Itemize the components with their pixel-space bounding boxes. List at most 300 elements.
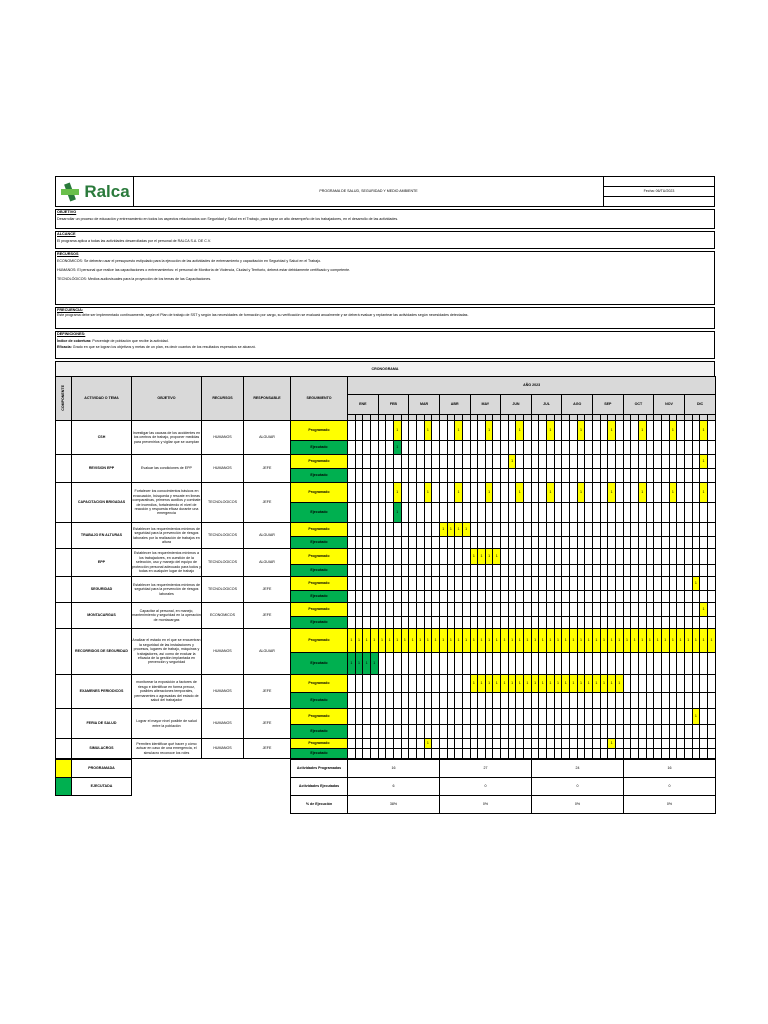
week-cell: [416, 549, 424, 565]
week-cell: [378, 617, 386, 629]
week-cell: [700, 441, 708, 455]
week-cell: [707, 483, 715, 503]
week-cell: [570, 565, 578, 577]
activity-name: FERIA DE SALUD: [72, 709, 132, 739]
week-cell: [593, 549, 601, 565]
week-cell: [348, 693, 356, 709]
week-cell: [386, 523, 394, 537]
week-cell: [554, 483, 562, 503]
week-cell: [493, 441, 501, 455]
activity-objective: Establecer los requerimientos mínimos de seguridad para la prevención de riesgos laborales: [132, 577, 202, 603]
week-cell: [654, 455, 662, 469]
week-cell: [608, 441, 616, 455]
week-cell: [562, 749, 570, 759]
week-cell: [393, 693, 401, 709]
week-cell: [593, 653, 601, 675]
week-cell: [608, 749, 616, 759]
week-cell: [516, 469, 524, 483]
month-header-ago: AGO: [562, 395, 593, 415]
week-cell: [470, 709, 478, 725]
summary-value: 6: [348, 778, 440, 796]
week-cell: [577, 693, 585, 709]
week-cell: [409, 739, 417, 749]
activity-responsible: ALGUIAR: [244, 523, 291, 549]
programmed-week-cell: 1: [554, 629, 562, 653]
week-cell: [401, 725, 409, 739]
activity-resources: TECNOLOGICOS: [202, 549, 244, 577]
programmed-week-cell: 1: [547, 483, 555, 503]
week-cell: [370, 709, 378, 725]
week-cell: [615, 565, 623, 577]
ejecutado-label: Ejecutado: [291, 537, 348, 549]
programmed-week-cell: 1: [470, 629, 478, 653]
week-cell: [547, 455, 555, 469]
activity-resources: HUMANOS: [202, 421, 244, 455]
week-cell: [455, 617, 463, 629]
programmed-week-cell: 1: [623, 629, 631, 653]
week-cell: [593, 469, 601, 483]
week-cell: [416, 565, 424, 577]
week-cell: [348, 709, 356, 725]
week-cell: [661, 537, 669, 549]
week-cell: [707, 441, 715, 455]
activity-responsible: JEFE: [244, 709, 291, 739]
programmed-week-cell: 1: [547, 629, 555, 653]
week-cell: [401, 503, 409, 523]
week-cell: [393, 565, 401, 577]
programmed-week-cell: 1: [485, 675, 493, 693]
week-cell: [409, 455, 417, 469]
week-cell: [432, 469, 440, 483]
week-cell: [393, 725, 401, 739]
week-cell: [401, 675, 409, 693]
week-cell: [348, 537, 356, 549]
week-cell: [554, 591, 562, 603]
week-cell: [531, 709, 539, 725]
company-logo: [56, 177, 134, 206]
week-cell: [600, 537, 608, 549]
week-cell: [516, 591, 524, 603]
week-cell: [524, 523, 532, 537]
activity-objective: Fortalecer los conocimientos básicos en evacuación, búsqueda y rescate en lineas comparativas, primeros auxilios y combate de incendios, fortaleciendo el nivel de reacción y respuesta eficaz durante una emergencia: [132, 483, 202, 523]
week-cell: [432, 617, 440, 629]
week-cell: [562, 603, 570, 617]
week-cell: [355, 709, 363, 725]
programmed-week-cell: 1: [554, 675, 562, 693]
week-cell: [378, 693, 386, 709]
week-cell: [700, 653, 708, 675]
week-cell: [524, 537, 532, 549]
week-cell: [661, 693, 669, 709]
programmed-week-cell: 1: [547, 421, 555, 441]
week-cell: [600, 469, 608, 483]
week-cell: [654, 739, 662, 749]
componente-label: COMPONENTE: [61, 384, 66, 411]
week-cell: [439, 603, 447, 617]
week-cell: [623, 617, 631, 629]
week-cell: [424, 455, 432, 469]
week-cell: [447, 565, 455, 577]
week-cell: [478, 537, 486, 549]
week-cell: [684, 675, 692, 693]
week-cell: [416, 675, 424, 693]
week-cell: [485, 469, 493, 483]
week-cell: [661, 469, 669, 483]
programmed-week-cell: 1: [455, 483, 463, 503]
executed-week-cell: 1: [393, 441, 401, 455]
week-cell: [631, 577, 639, 591]
week-cell: [661, 749, 669, 759]
week-cell: [370, 693, 378, 709]
programmed-week-cell: 1: [424, 629, 432, 653]
week-cell: [355, 739, 363, 749]
week-cell: [531, 725, 539, 739]
week-cell: [478, 441, 486, 455]
week-cell: [378, 577, 386, 591]
week-cell: [470, 483, 478, 503]
week-cell: [631, 725, 639, 739]
week-cell: [462, 591, 470, 603]
summary-row-label: Actividades Programadas: [291, 760, 348, 778]
week-cell: [424, 565, 432, 577]
week-cell: [631, 653, 639, 675]
programmed-week-cell: 1: [570, 629, 578, 653]
week-cell: [593, 503, 601, 523]
week-cell: [585, 603, 593, 617]
week-cell: [409, 503, 417, 523]
week-cell: [516, 709, 524, 725]
activity-resources: ECONOMICOS: [202, 603, 244, 629]
week-cell: [677, 603, 685, 617]
week-cell: [462, 455, 470, 469]
week-cell: [409, 693, 417, 709]
week-cell: [439, 441, 447, 455]
week-cell: [409, 523, 417, 537]
week-cell: [593, 523, 601, 537]
week-cell: [462, 725, 470, 739]
week-cell: [623, 565, 631, 577]
week-cell: [462, 675, 470, 693]
summary-value: 0%: [532, 796, 624, 814]
week-cell: [539, 577, 547, 591]
week-cell: [638, 603, 646, 617]
week-cell: [707, 617, 715, 629]
week-cell: [547, 739, 555, 749]
week-cell: [447, 549, 455, 565]
programmed-week-cell: 1: [378, 629, 386, 653]
week-cell: [439, 709, 447, 725]
programmed-week-cell: 1: [700, 603, 708, 617]
activity-resources: HUMANOS: [202, 455, 244, 483]
week-cell: [684, 549, 692, 565]
week-cell: [455, 749, 463, 759]
week-cell: [608, 653, 616, 675]
month-header-abr: ABR: [439, 395, 470, 415]
week-cell: [638, 441, 646, 455]
week-cell: [684, 591, 692, 603]
week-cell: [363, 455, 371, 469]
week-cell: [677, 725, 685, 739]
week-cell: [570, 537, 578, 549]
week-cell: [554, 603, 562, 617]
header-meta: [604, 177, 714, 206]
week-cell: [638, 591, 646, 603]
week-cell: [355, 603, 363, 617]
week-cell: [707, 739, 715, 749]
week-cell: [409, 483, 417, 503]
week-cell: [707, 503, 715, 523]
week-cell: [654, 675, 662, 693]
week-cell: [531, 503, 539, 523]
week-cell: [501, 441, 509, 455]
week-cell: [631, 537, 639, 549]
week-cell: [669, 693, 677, 709]
week-cell: [363, 565, 371, 577]
week-cell: [692, 441, 700, 455]
week-cell: [516, 725, 524, 739]
week-cell: [623, 591, 631, 603]
week-cell: [501, 617, 509, 629]
week-cell: [493, 693, 501, 709]
programmed-week-cell: 1: [562, 675, 570, 693]
week-cell: [654, 749, 662, 759]
week-cell: [646, 549, 654, 565]
executed-week-cell: 1: [355, 653, 363, 675]
week-cell: [577, 455, 585, 469]
week-cell: [516, 739, 524, 749]
week-cell: [615, 469, 623, 483]
activity-responsible: ALGUIAR: [244, 421, 291, 455]
week-cell: [638, 455, 646, 469]
week-cell: [677, 565, 685, 577]
programmed-week-cell: 1: [638, 421, 646, 441]
week-cell: [654, 591, 662, 603]
week-cell: [562, 693, 570, 709]
activity-objective: Investigar las causas de los accidentes en los centros de trabajo, proponer medidas para prevenirlos y vigilar que se cumplan: [132, 421, 202, 455]
programado-label: Programado: [291, 577, 348, 591]
week-cell: [355, 617, 363, 629]
week-cell: [393, 549, 401, 565]
week-cell: [539, 603, 547, 617]
week-cell: [455, 591, 463, 603]
week-cell: [508, 653, 516, 675]
week-cell: [646, 577, 654, 591]
week-cell: [638, 725, 646, 739]
objetivo-title: OBJETIVO: [57, 210, 77, 214]
week-cell: [447, 603, 455, 617]
week-cell: [470, 565, 478, 577]
week-cell: [516, 565, 524, 577]
week-cell: [646, 537, 654, 549]
week-cell: [531, 591, 539, 603]
week-cell: [631, 483, 639, 503]
week-cell: [700, 549, 708, 565]
week-cell: [615, 739, 623, 749]
programmed-week-cell: 1: [577, 483, 585, 503]
month-header-nov: NOV: [654, 395, 685, 415]
week-cell: [539, 503, 547, 523]
week-cell: [393, 749, 401, 759]
week-cell: [508, 523, 516, 537]
programmed-week-cell: 1: [646, 629, 654, 653]
activity-responsible: JEFE: [244, 675, 291, 709]
week-cell: [593, 725, 601, 739]
week-cell: [600, 549, 608, 565]
week-cell: [348, 503, 356, 523]
week-cell: [562, 549, 570, 565]
week-cell: [501, 603, 509, 617]
week-cell: [585, 537, 593, 549]
week-cell: [432, 709, 440, 725]
programmed-week-cell: 1: [470, 549, 478, 565]
week-cell: [524, 503, 532, 523]
activity-responsible: ALGUIAR: [244, 629, 291, 675]
week-cell: [424, 693, 432, 709]
week-cell: [455, 441, 463, 455]
week-cell: [547, 523, 555, 537]
programmed-week-cell: 1: [615, 675, 623, 693]
week-cell: [439, 549, 447, 565]
week-cell: [386, 725, 394, 739]
week-cell: [539, 749, 547, 759]
week-cell: [409, 725, 417, 739]
week-cell: [386, 709, 394, 725]
week-cell: [478, 421, 486, 441]
week-cell: [600, 709, 608, 725]
week-cell: [447, 577, 455, 591]
week-cell: [462, 483, 470, 503]
week-cell: [378, 523, 386, 537]
week-cell: [470, 725, 478, 739]
programmed-week-cell: 1: [424, 421, 432, 441]
objetivo-section: [55, 209, 715, 229]
week-cell: [608, 523, 616, 537]
week-cell: [432, 549, 440, 565]
week-cell: [669, 739, 677, 749]
activity-component-cell: [56, 629, 72, 675]
week-cell: [531, 537, 539, 549]
week-cell: [554, 455, 562, 469]
programmed-week-cell: 1: [524, 629, 532, 653]
week-cell: [355, 577, 363, 591]
objetivo-text: Desarrollar un proceso de educación y entrenamiento en todos los aspectos relacionados con Seguridad y Salud en el Trabajo, para lograr un alto desempeño de los trabajadores, en el desarrollo de las actividades.: [57, 217, 399, 221]
week-cell: [455, 725, 463, 739]
week-cell: [370, 483, 378, 503]
week-cell: [554, 421, 562, 441]
week-cell: [631, 739, 639, 749]
week-cell: [493, 709, 501, 725]
week-cell: [669, 577, 677, 591]
week-cell: [577, 749, 585, 759]
week-cell: [508, 591, 516, 603]
week-cell: [692, 591, 700, 603]
week-cell: [570, 421, 578, 441]
week-cell: [439, 725, 447, 739]
week-cell: [577, 565, 585, 577]
programmed-week-cell: 1: [531, 675, 539, 693]
week-cell: [600, 653, 608, 675]
week-cell: [661, 591, 669, 603]
week-cell: [677, 577, 685, 591]
week-cell: [707, 523, 715, 537]
activity-name: CSH: [72, 421, 132, 455]
week-cell: [478, 591, 486, 603]
week-cell: [554, 617, 562, 629]
activity-name: MONTACARGAS: [72, 603, 132, 629]
week-cell: [539, 469, 547, 483]
week-cell: [478, 503, 486, 523]
week-cell: [593, 709, 601, 725]
week-cell: [416, 523, 424, 537]
week-cell: [585, 421, 593, 441]
activity-name: REVISION EPP: [72, 455, 132, 483]
week-cell: [363, 441, 371, 455]
week-cell: [401, 523, 409, 537]
week-cell: [554, 565, 562, 577]
week-cell: [623, 725, 631, 739]
week-cell: [416, 603, 424, 617]
programmed-week-cell: 1: [700, 629, 708, 653]
week-cell: [692, 565, 700, 577]
week-cell: [501, 549, 509, 565]
week-cell: [638, 749, 646, 759]
week-cell: [478, 565, 486, 577]
week-cell: [393, 739, 401, 749]
week-cell: [585, 591, 593, 603]
week-cell: [547, 603, 555, 617]
week-cell: [677, 483, 685, 503]
week-cell: [370, 523, 378, 537]
week-cell: [623, 523, 631, 537]
week-cell: [424, 617, 432, 629]
week-cell: [623, 441, 631, 455]
activity-responsible: JEFE: [244, 483, 291, 523]
week-cell: [531, 603, 539, 617]
summary-value: 0: [440, 778, 532, 796]
week-cell: [646, 675, 654, 693]
week-cell: [677, 675, 685, 693]
week-cell: [692, 617, 700, 629]
activity-name: CAPACITACION BRIGADAS: [72, 483, 132, 523]
programmed-week-cell: 1: [485, 629, 493, 653]
week-cell: [409, 603, 417, 617]
week-cell: [631, 523, 639, 537]
week-cell: [355, 421, 363, 441]
programmed-week-cell: 1: [386, 629, 394, 653]
week-cell: [562, 469, 570, 483]
week-cell: [348, 421, 356, 441]
week-cell: [386, 653, 394, 675]
legend-ejecutada-label: EJECUTADA: [72, 778, 132, 796]
week-cell: [524, 725, 532, 739]
week-cell: [478, 617, 486, 629]
week-cell: [677, 441, 685, 455]
week-cell: [416, 739, 424, 749]
week-cell: [638, 617, 646, 629]
ejecutado-label: Ejecutado: [291, 565, 348, 577]
week-cell: [386, 675, 394, 693]
week-cell: [478, 739, 486, 749]
week-cell: [348, 523, 356, 537]
week-cell: [638, 739, 646, 749]
activity-objective: Establecer los requerimientos mínimos de seguridad para la prevención de riesgos laborales por la realización de trabajos en altura: [132, 523, 202, 549]
week-cell: [539, 421, 547, 441]
summary-spacer: [132, 760, 202, 778]
week-cell: [485, 537, 493, 549]
week-cell: [562, 523, 570, 537]
summary-value: 16: [624, 760, 716, 778]
programmed-week-cell: 1: [531, 629, 539, 653]
